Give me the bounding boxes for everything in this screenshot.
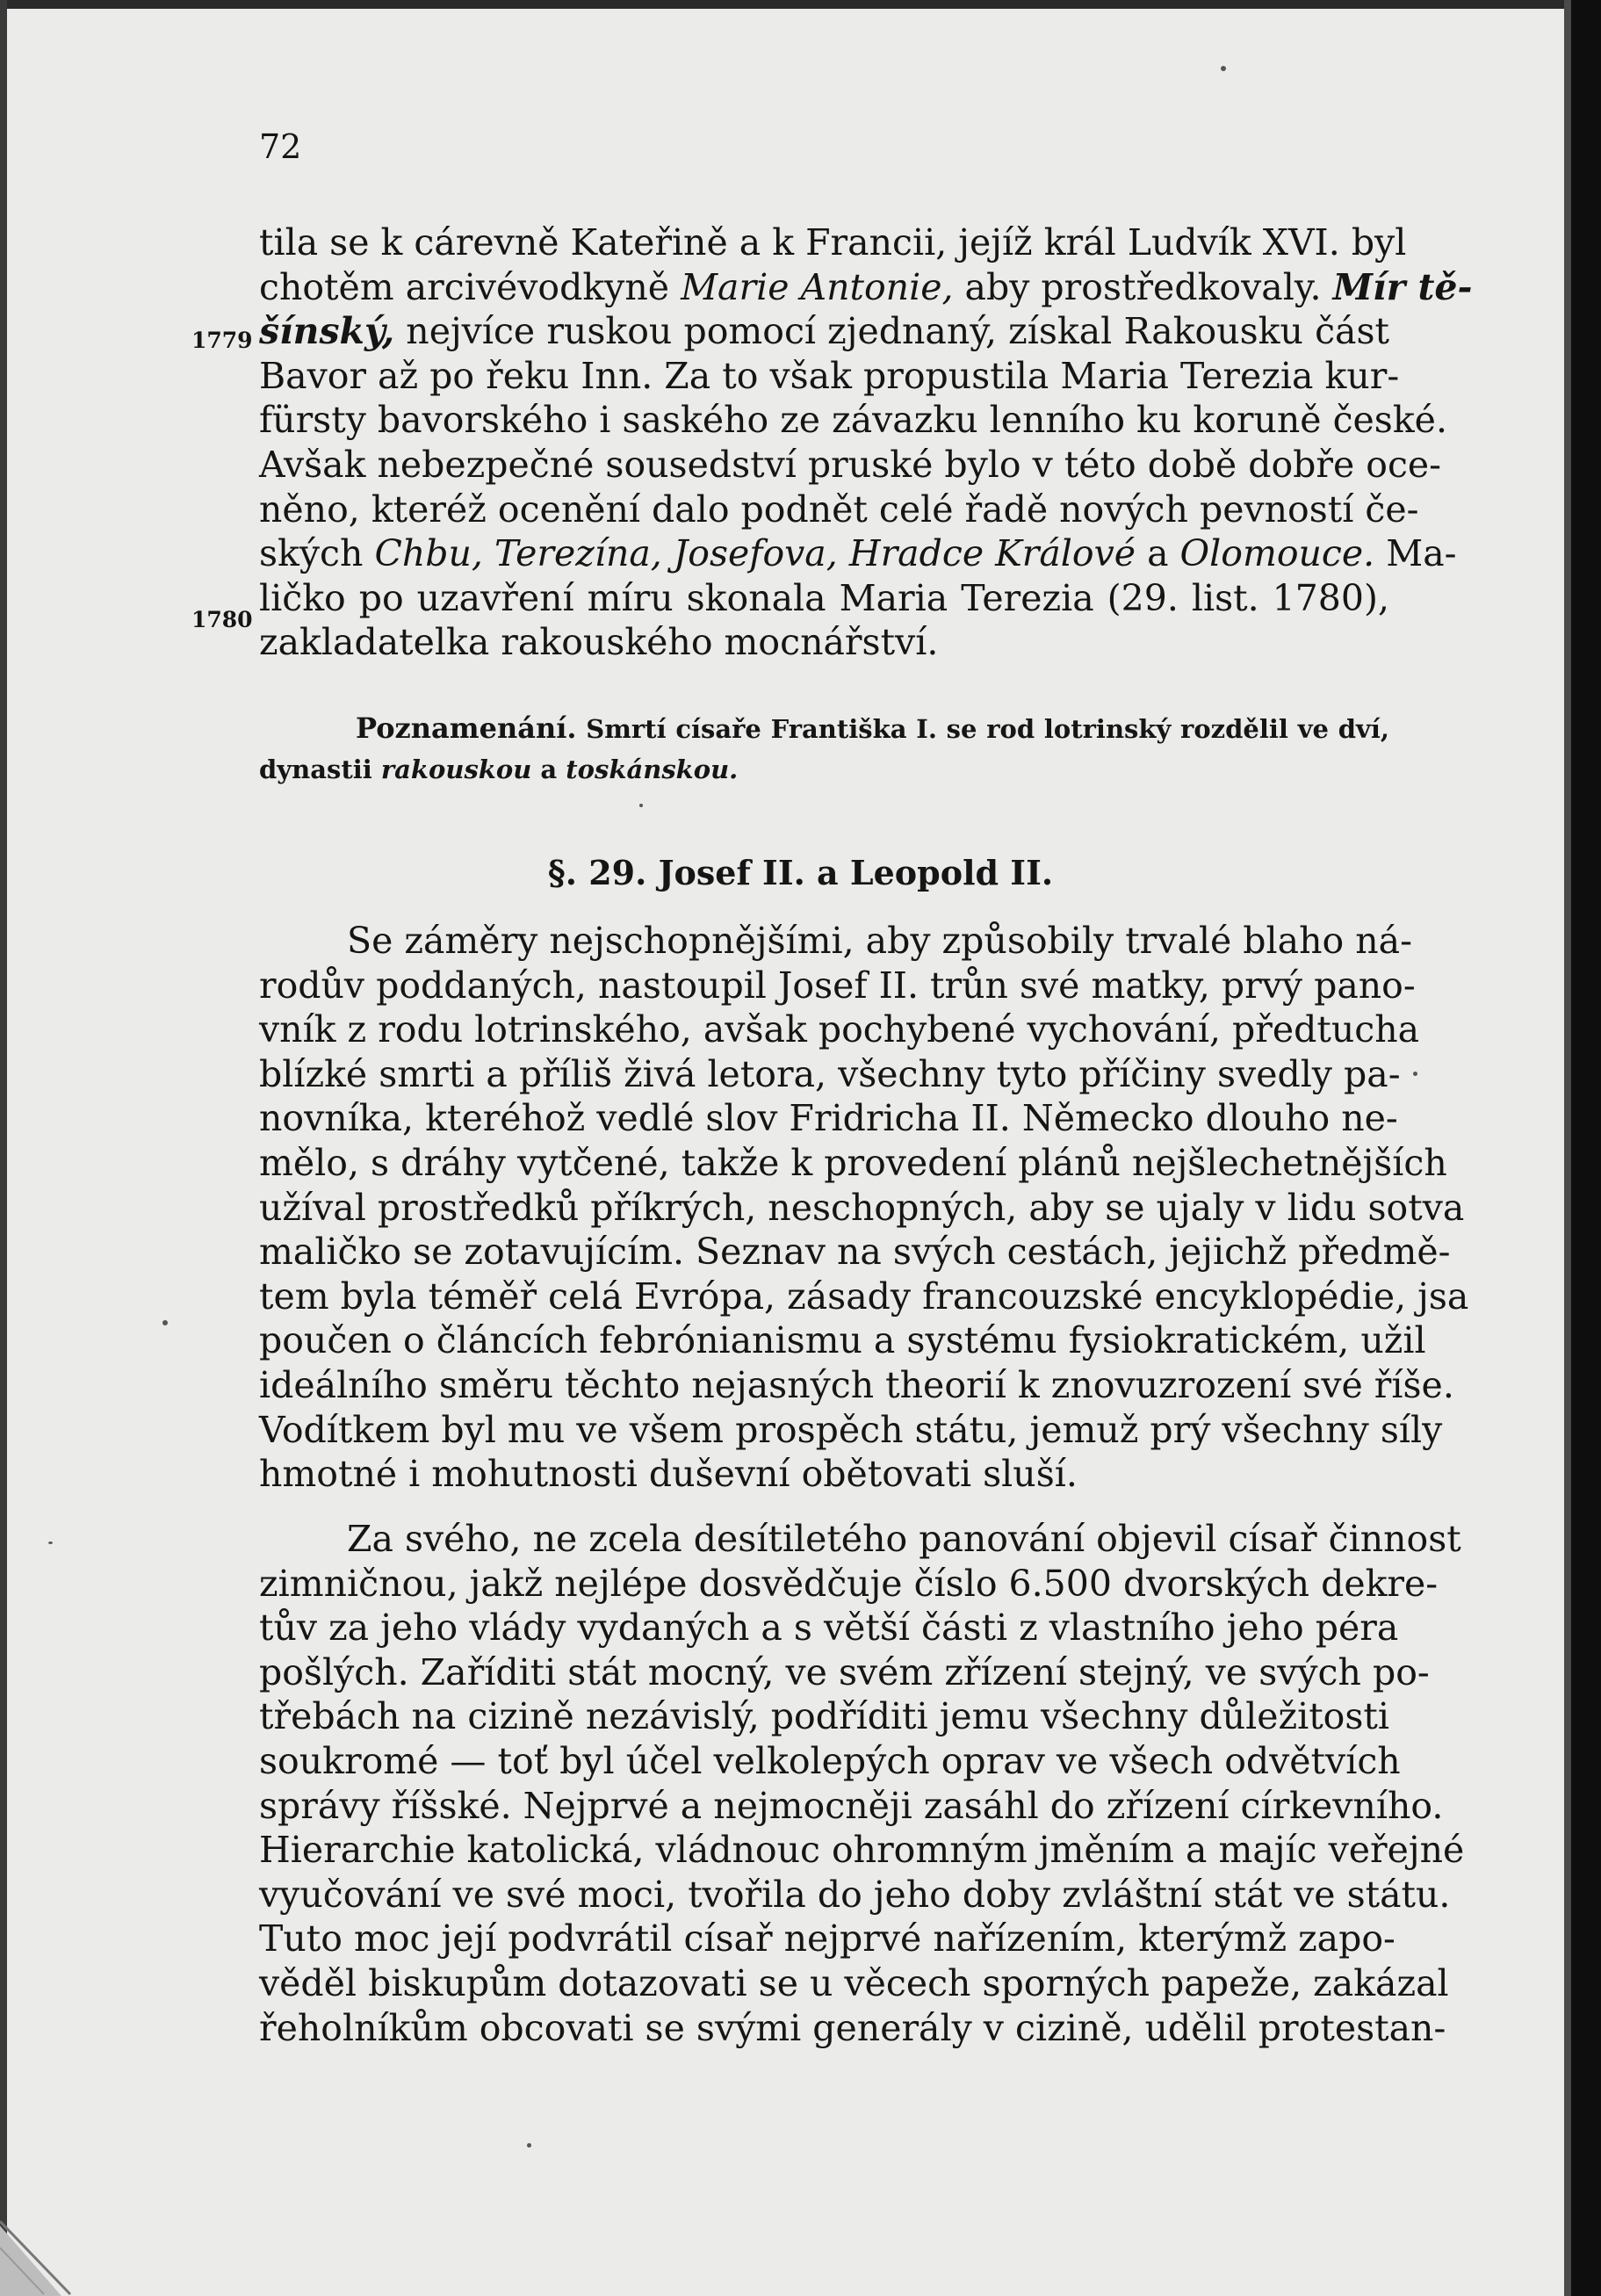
text-run: chotěm arcivévodkyně <box>259 265 682 308</box>
text-run: a <box>1136 532 1180 575</box>
text-line: věděl biskupům dotazovati se u věcech sporných papeže, zakázal <box>259 1961 1449 2004</box>
text-line: Bavor až po řeku Inn. Za to však propustila Maria Terezia kur- <box>259 354 1400 397</box>
text-line: hmotné i mohutnosti duševní obětovati sluší. <box>259 1453 1078 1496</box>
text-run: a <box>531 755 566 784</box>
text-line <box>259 531 1457 576</box>
text-line: Za svého, ne zcela desítiletého panování objevil císař činnost <box>347 1518 1461 1560</box>
scan-border-shadow <box>1564 0 1571 2296</box>
footnote <box>259 708 1389 790</box>
scan-speck <box>527 2143 531 2148</box>
text-run: aby prostředkovaly. <box>953 265 1333 308</box>
text-line: poučen o článcích febrónianismu a systému fysiokratickém, užil <box>259 1319 1426 1362</box>
text-line: pošlých. Zaříditi stát mocný, ve svém zřízení stejný, ve svých po- <box>259 1650 1430 1693</box>
margin-year-1780: 1780 <box>191 607 253 632</box>
paragraph-1 <box>259 220 1473 665</box>
margin-year-1779: 1779 <box>191 328 253 353</box>
italic-term: Mír tě- <box>1332 265 1473 308</box>
text-run: ských <box>259 532 375 575</box>
text-line: zimničnou, jakž nejlépe dosvědčuje číslo 6.500 dvorských dekre- <box>259 1562 1439 1605</box>
text-line <box>259 708 1389 749</box>
text-line: soukromé — toť byl účel velkolepých oprav ve všech odvětvích <box>259 1739 1401 1782</box>
text-line: Hierarchie katolická, vládnouc ohromným jměním a majíc veřejné <box>259 1829 1465 1872</box>
text-line: maličko se zotavujícím. Seznav na svých cestách, jejichž předmě- <box>259 1231 1451 1274</box>
text-line: řeholníkům obcovati se svými generály v cizině, udělil protestan- <box>259 2006 1446 2049</box>
scan-speck <box>639 804 643 807</box>
text-line <box>259 265 1473 310</box>
text-line: Vodítkem byl mu ve všem prospěch státu, jemuž prý všechny síly <box>259 1408 1443 1451</box>
text-line: ideálního směru těchto nejasných theorií k znovuzrození své říše. <box>259 1363 1454 1406</box>
text-line: správy říšské. Nejprvé a nejmocněji zasáhl do zřízení církevního. <box>259 1784 1444 1827</box>
italic-name: Marie Antonie, <box>681 265 954 308</box>
scan-border-right <box>1571 0 1601 2296</box>
scan-speck <box>48 1541 53 1544</box>
text-line <box>259 749 1389 790</box>
italic-term: šínský, <box>259 310 395 353</box>
text-line: Avšak nebezpečné sousedství pruské bylo v této době dobře oce- <box>259 443 1442 486</box>
text-line: užíval prostředků příkrých, neschopných, aby se ujaly v lidu sotva <box>259 1186 1465 1229</box>
scan-speck <box>1221 66 1226 71</box>
text-line: Tuto moc její podvrátil císař nejprvé nařízením, kterýmž zapo- <box>259 1917 1395 1960</box>
scan-border-left <box>0 0 7 2296</box>
text-line: vyučování ve své moci, tvořila do jeho doby zvláštní stát ve státu. <box>259 1873 1451 1916</box>
italic-places: Olomouce. <box>1179 532 1375 575</box>
text-line: blízké smrti a příliš živá letora, všechny tyto příčiny svedly pa- <box>259 1052 1401 1095</box>
scan-speck <box>162 1320 168 1325</box>
text-run: Ma- <box>1374 532 1457 575</box>
note-label: Poznamenání. <box>356 711 577 745</box>
text-line: třebách na cizině nezávislý, podříditi jemu všechny důležitosti <box>259 1695 1389 1738</box>
italic-places: Chbu, Terezína, Josefova, Hradce Králové <box>374 532 1136 575</box>
paragraph-3 <box>259 1517 1465 2050</box>
scan-speck <box>1413 1072 1417 1076</box>
folded-corner-icon <box>0 2068 228 2296</box>
text-line: tila se k cárevně Kateřině a k Francii, jejíž král Ludvík XVI. byl <box>259 221 1407 264</box>
text-line: novníka, kteréhož vedlé slov Fridricha II. Německo dlouho ne- <box>259 1097 1398 1140</box>
text-line: fürsty bavorského i saského ze závazku lenního ku koruně české. <box>259 399 1447 442</box>
text-line: vník z rodu lotrinského, avšak pochybené vychování, předtucha <box>259 1008 1420 1051</box>
text-line: něno, kteréž ocenění dalo podnět celé řadě nových pevností če- <box>259 487 1419 531</box>
scan-border-top <box>0 0 1601 9</box>
text-line: tem byla téměř celá Evrópa, zásady francouzské encyklopédie, jsa <box>259 1274 1469 1318</box>
italic-term: rakouskou <box>380 755 532 784</box>
text-line: Se záměry nejschopnějšími, aby způsobily trvalé blaho ná- <box>347 920 1412 962</box>
text-run: Smrtí císaře Františka I. se rod lotrinský rozdělil ve dví, <box>576 714 1389 744</box>
italic-term: toskánskou. <box>566 755 739 784</box>
page-number: 72 <box>259 127 302 166</box>
text-line: tův za jeho vlády vydaných a s větší části z vlastního jeho péra <box>259 1606 1399 1650</box>
text-line: rodův poddaných, nastoupil Josef II. trůn své matky, prvý pano- <box>259 964 1416 1007</box>
section-heading: §. 29. Josef II. a Leopold II. <box>547 853 1054 892</box>
text-line: zakladatelka rakouského mocnářství. <box>259 621 939 664</box>
text-line: ličko po uzavření míru skonala Maria Terezia (29. list. 1780), <box>259 576 1389 619</box>
text-line <box>259 309 1389 354</box>
text-run: dynastii <box>259 755 381 784</box>
text-run: nejvíce ruskou pomocí zjednaný, získal Rakousku část <box>394 310 1389 353</box>
text-line: mělo, s dráhy vytčené, takže k provedení plánů nejšlechetnějších <box>259 1141 1447 1184</box>
paragraph-2 <box>259 919 1469 1497</box>
